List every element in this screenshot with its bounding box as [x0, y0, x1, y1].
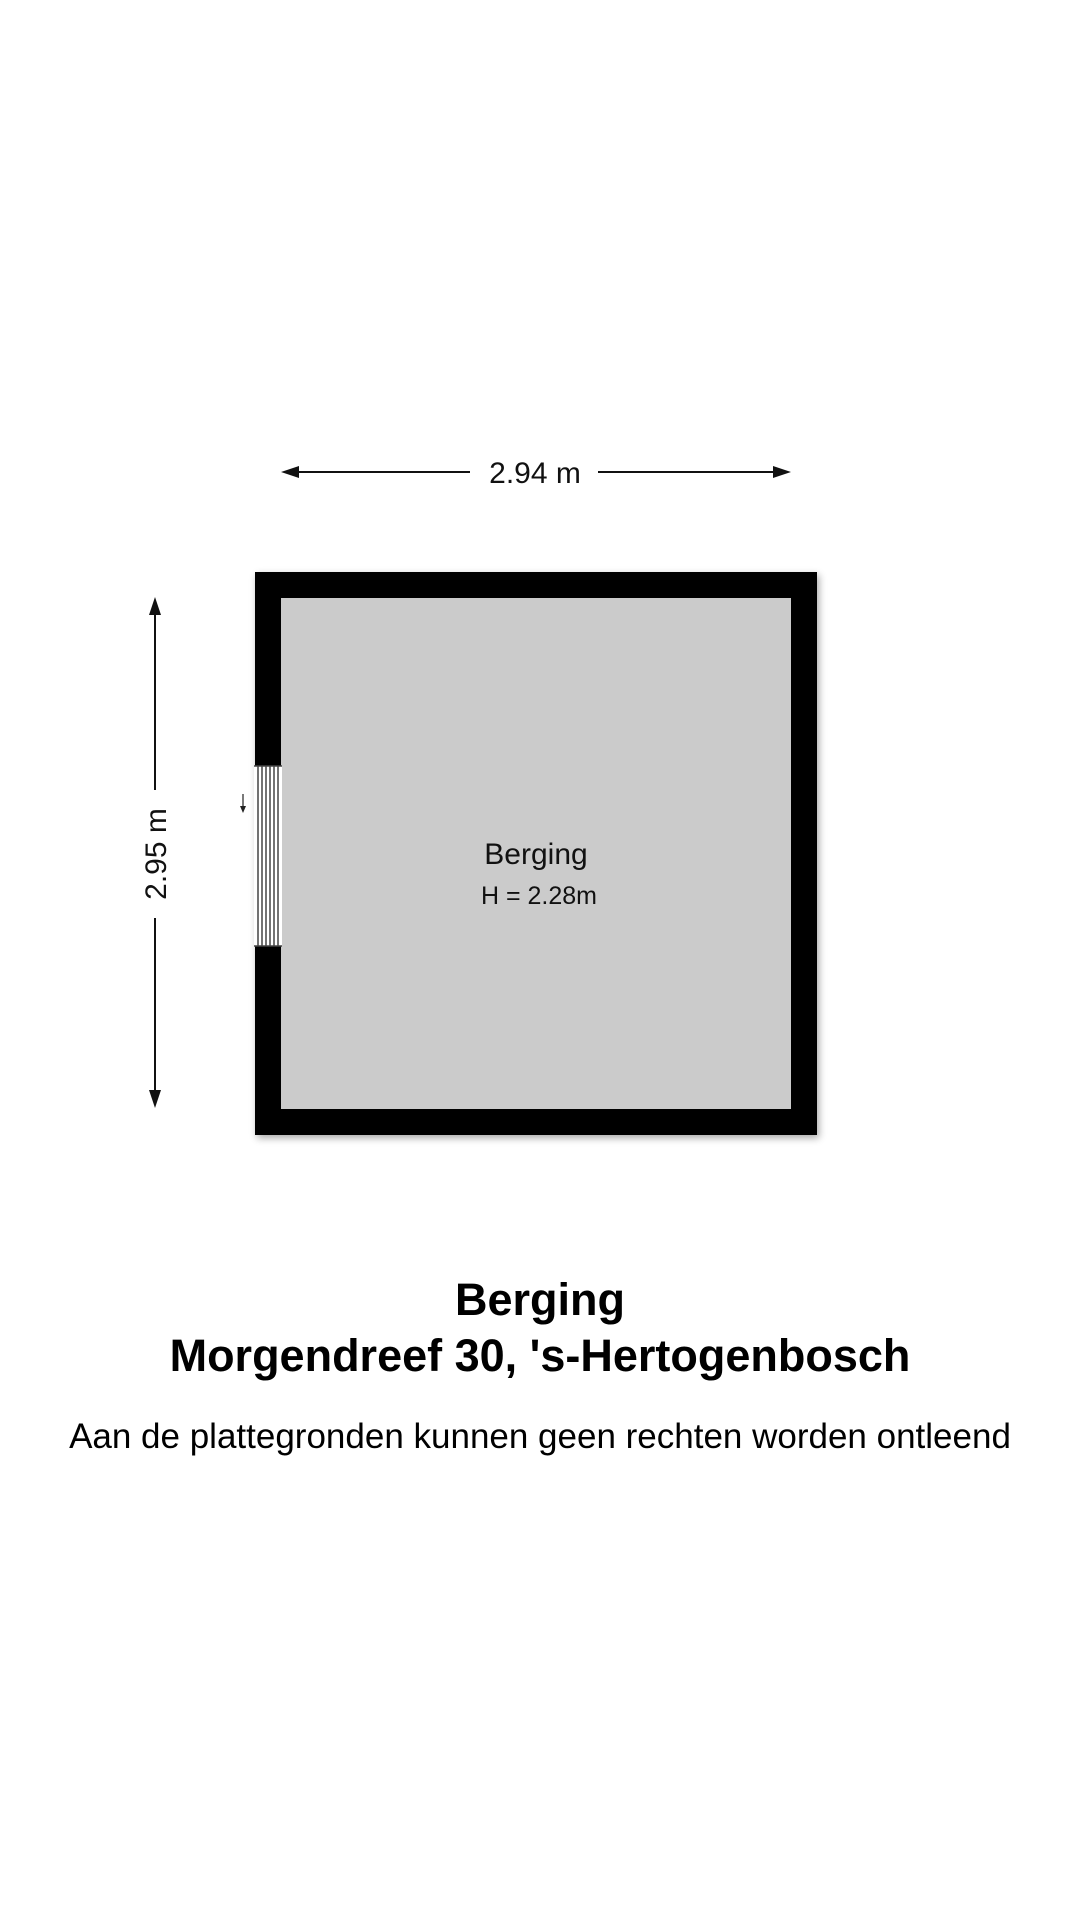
direction-arrow-icon — [240, 794, 246, 813]
arrow-down-icon — [149, 1090, 161, 1108]
caption-title: Berging — [454, 1274, 625, 1325]
arrow-right-icon — [773, 466, 791, 478]
door-opening — [254, 766, 282, 946]
width-dimension — [281, 457, 791, 490]
width-dimension-label: 2.94 m — [489, 457, 581, 490]
room-name-label: Berging — [484, 838, 588, 871]
arrow-left-icon — [281, 466, 299, 478]
room-height-label: H = 2.28m — [480, 882, 598, 910]
arrow-up-icon — [149, 597, 161, 615]
height-dimension-label: 2.95 m — [140, 808, 173, 900]
caption-address: Morgendreef 30, 's-Hertogenbosch — [169, 1330, 911, 1381]
caption-disclaimer: Aan de plattegronden kunnen geen rechten worden ontleend — [69, 1417, 1011, 1456]
height-dimension — [140, 597, 173, 1108]
